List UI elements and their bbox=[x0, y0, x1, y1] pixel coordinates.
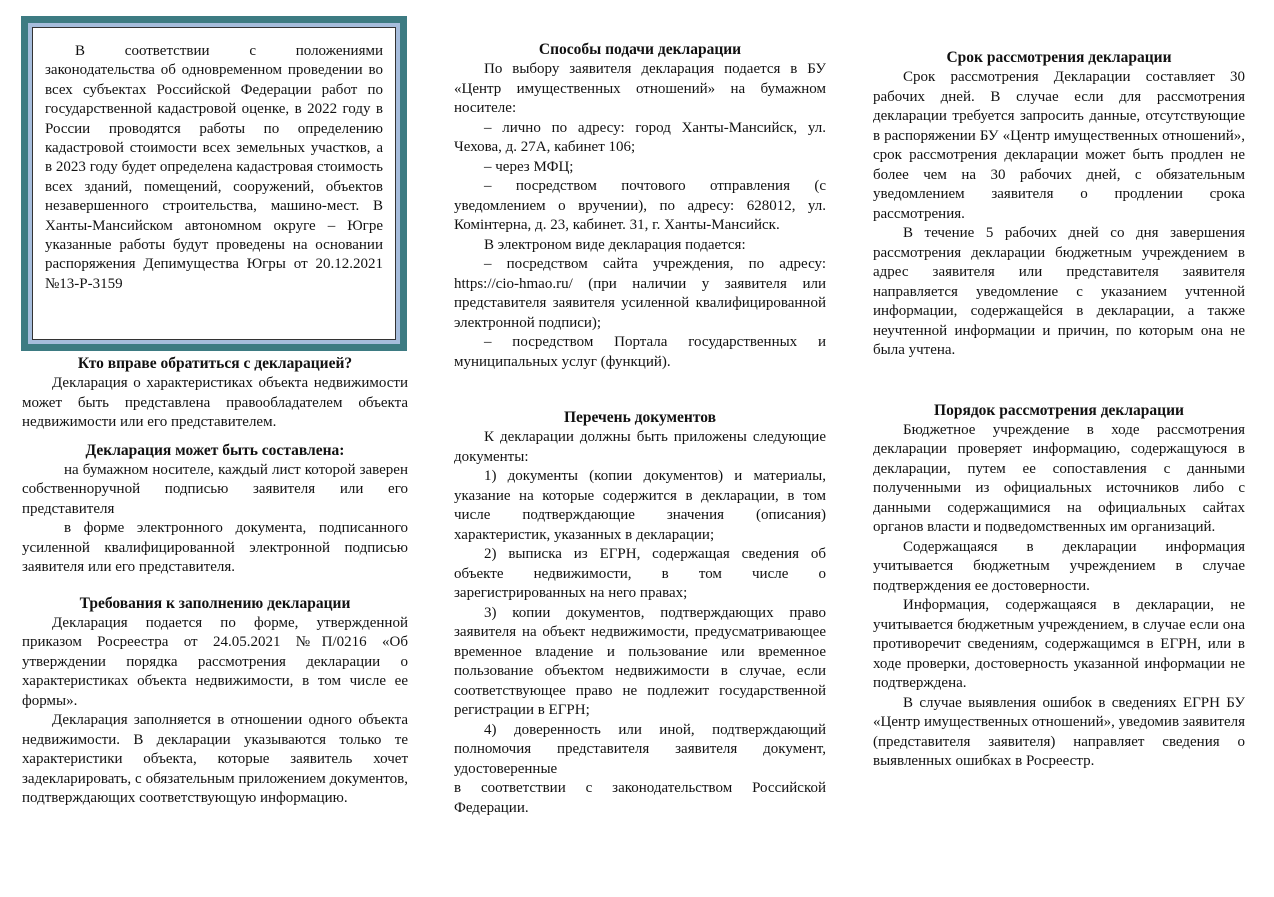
documents-paragraph-2: 1) документы (копии документов) и материалы, указание на которые содержится в декларации, в том числе подтверждающие значения (описания) характеристик, указанных в декларации; bbox=[454, 468, 826, 543]
column-1 bbox=[22, 354, 408, 809]
ways-paragraph-6a: – посредством сайта учреждения, по адресу: bbox=[484, 256, 826, 272]
requirements-heading: Требования к заполнению декларации bbox=[79, 594, 351, 612]
compose-paragraph-2: в форме электронного документа, подписанного усиленной квалифицированной электронной подписью заявителя или его представителя. bbox=[22, 520, 408, 575]
order-paragraph-4: В случае выявления ошибок в сведениях ЕГРН БУ «Центр имущественных отношений», уведомив заявителя (представителя заявителя) направляет сведения о выявленных ошибках в Росреестр. bbox=[873, 694, 1245, 769]
term-paragraph-2: В течение 5 рабочих дней со дня завершения рассмотрения декларации бюджетным учреждением в адрес заявителя или представителя заявителя направляется уведомление с указанием учтенной информации, содержащейся в декларации, а также неучтенной информации и причин, по которым она не была учтена. bbox=[873, 225, 1245, 358]
site-link[interactable]: https://cio-hmao.ru/ bbox=[454, 275, 573, 292]
column-2 bbox=[454, 40, 826, 818]
ways-paragraph-6b: (при наличии у заявителя или представителя заявителя усиленной квалифицированной электронной подписи); bbox=[454, 275, 826, 331]
who-text: Декларация о характеристиках объекта недвижимости может быть представлена правообладателем объекта недвижимости или его представителем. bbox=[22, 375, 408, 430]
order-heading: Порядок рассмотрения декларации bbox=[934, 401, 1184, 419]
documents-paragraph-1: К декларации должны быть приложены следующие документы: bbox=[454, 429, 826, 465]
compose-paragraph-1: на бумажном носителе, каждый лист которой заверен собственноручной подписью заявителя или его представителя bbox=[22, 461, 408, 517]
info-box bbox=[32, 27, 396, 340]
ways-paragraph-5: В электроном виде декларация подается: bbox=[484, 236, 746, 253]
column-3 bbox=[873, 48, 1245, 772]
info-box-text: В соответствии с положениями законодательства об одновременном проведении во всех субъектах Российской Федерации работ по государственной кадастровой оценке, в 2022 году в России проводятся работы по определению кадастровой стоимости всех земельных участков, а в 2023 году будет определена кадастровая стоимость всех зданий, помещений, сооружений, объектов незавершенного строительства, машино-мест. В Ханты-Мансийском автономном округе – Югре указанные работы будут проведены на основании распоряжения Депимущества Югры от 20.12.2021 №13-Р-3159 bbox=[45, 43, 383, 292]
compose-heading: Декларация может быть составлена: bbox=[85, 441, 345, 459]
ways-paragraph-3: – через МФЦ; bbox=[484, 158, 574, 175]
documents-paragraph-3: 2) выписка из ЕГРН, содержащая сведения об объекте недвижимости, в том числе о зарегистрированных на него правах; bbox=[454, 546, 826, 601]
ways-paragraph-2: – лично по адресу: город Ханты-Мансийск, ул. Чехова, д. 27А, кабинет 106; bbox=[454, 119, 826, 155]
order-paragraph-2: Содержащаяся в декларации информация учитывается бюджетным учреждением в случае подтверждения ее достоверности. bbox=[873, 538, 1245, 594]
info-box-mid bbox=[28, 23, 400, 344]
who-heading: Кто вправе обратиться с декларацией? bbox=[77, 355, 353, 372]
order-paragraph-3: Информация, содержащаяся в декларации, не учитывается бюджетным учреждением, в случае если она противоречит сведениям, содержащимся в ЕГРН, или в ходе проверки, достоверность указанной информации не подтверждена. bbox=[873, 597, 1245, 691]
term-paragraph-1: Срок рассмотрения Декларации составляет 30 рабочих дней. В случае если для рассмотрения декларации требуется запросить данные, отсутствующие в распоряжении БУ «Центр имущественных отношений», срок рассмотрения декларации может быть продлен не более чем на 30 рабочих дней, с обязательным уведомлением заявителя о продлении срока рассмотрения. bbox=[873, 69, 1245, 222]
ways-paragraph-1: По выбору заявителя декларация подается в БУ «Центр имущественных отношений» на бумажном носителе: bbox=[454, 61, 826, 116]
term-heading: Срок рассмотрения декларации bbox=[946, 49, 1172, 66]
ways-paragraph-6 bbox=[454, 255, 826, 333]
info-box-frame bbox=[21, 16, 407, 351]
ways-paragraph-4: – посредством почтового отправления (с уведомлением о вручении), по адресу: 628012, ул. Комінтерна, д. 23, кабинет. 31, г. Ханты-Мансийск. bbox=[454, 178, 826, 233]
requirements-paragraph-1: Декларация подается по форме, утвержденной приказом Росреестра от 24.05.2021 №П/0216 «Об утверждении порядка рассмотрения декларации о характеристиках объекта недвижимости, в том числе ее формы». bbox=[22, 614, 408, 709]
documents-paragraph-5: 4) доверенность или иной, подтверждающий полномочия представителя заявителя документ, удостоверенные bbox=[454, 721, 826, 777]
documents-paragraph-6: в соответствии с законодательством Российской Федерации. bbox=[454, 780, 826, 816]
documents-heading: Перечень документов bbox=[563, 409, 717, 426]
requirements-paragraph-2: Декларация заполняется в отношении одного объекта недвижимости. В декларации указываются только те характеристики объекта, которые заявитель хочет задекларировать, с обязательным приложением документов, подтверждающих соответствующую информацию. bbox=[22, 712, 408, 806]
order-paragraph-1: Бюджетное учреждение в ходе рассмотрения декларации проверяет информацию, содержащуюся в декларации, путем ее сопоставления с данными полученными из официальных источников либо с данными содержащимися на официальных сайтах органов власти и подведомственных им организаций. bbox=[873, 421, 1245, 535]
documents-paragraph-4: 3) копии документов, подтверждающих право заявителя на объект недвижимости, предусматривающее временное владение и пользование или временное пользование объектом недвижимости в случае, если соответствующее право не подлежит государственной регистрации в ЕГРН; bbox=[454, 604, 826, 718]
ways-paragraph-7: – посредством Портала государственных и муниципальных услуг (функций). bbox=[454, 334, 826, 370]
ways-heading: Способы подачи декларации bbox=[538, 41, 742, 58]
